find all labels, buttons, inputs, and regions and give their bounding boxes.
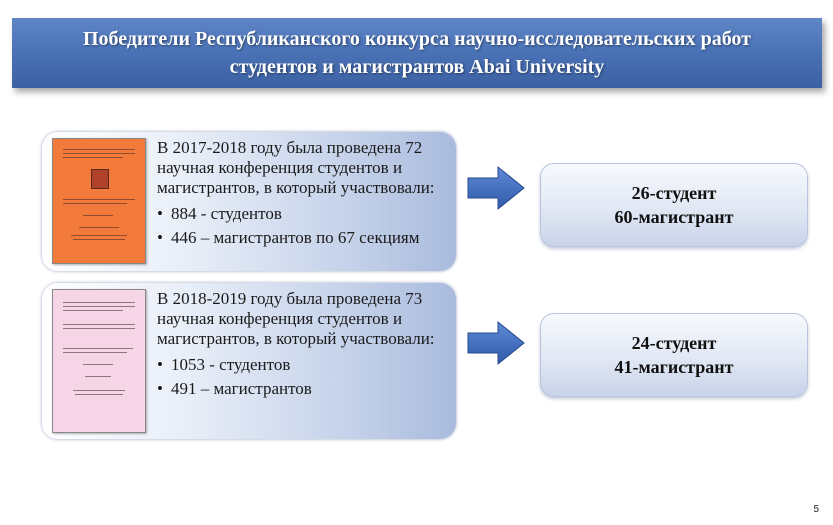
bullet-list [157, 355, 448, 399]
slide-title-line-2: студентов и магистрантов Abai University [229, 56, 605, 78]
emblem-icon [91, 169, 109, 189]
slide-title-line-1: Победители Республиканского конкурса научно-исследовательских работ [82, 28, 751, 50]
bullet-list [157, 204, 448, 248]
result-masters: 41-магистрант [614, 357, 734, 377]
slide-title-bar [12, 18, 822, 88]
result-box-2018-2019 [540, 313, 808, 397]
info-panel-2018-2019 [42, 283, 456, 439]
result-masters: 60-магистрант [614, 207, 734, 227]
result-students: 26-студент [631, 183, 717, 203]
panel-text [157, 138, 448, 252]
result-box-2017-2018 [540, 163, 808, 247]
bullet-item: • 1053 - студентов [157, 355, 448, 375]
document-thumbnail [52, 138, 146, 264]
panel-intro: В 2018-2019 году была проведена 73 научная конференция студентов и магистрантов, в который участвовали: [157, 289, 435, 348]
bullet-item: • 884 - студентов [157, 204, 448, 224]
right-arrow-icon [466, 165, 526, 211]
result-students: 24-студент [631, 333, 717, 353]
right-arrow-icon [466, 320, 526, 366]
bullet-item: • 446 – магистрантов по 67 секциям [157, 228, 448, 248]
info-panel-2017-2018 [42, 132, 456, 271]
document-thumbnail [52, 289, 146, 433]
panel-text [157, 289, 448, 403]
page-number: 5 [813, 504, 819, 515]
bullet-item: • 491 – магистрантов [157, 379, 448, 399]
panel-intro: В 2017-2018 году была проведена 72 научная конференция студентов и магистрантов, в который участвовали: [157, 138, 435, 197]
